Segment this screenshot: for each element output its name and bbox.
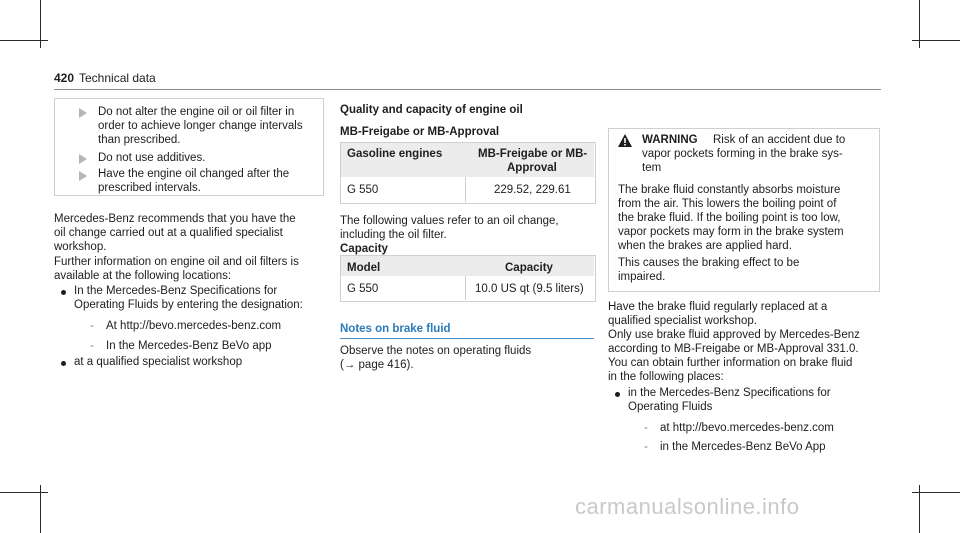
bullet-text: Operating Fluids by entering the designation:: [74, 299, 303, 311]
paragraph-line: oil change carried out at a qualified specialist: [54, 227, 283, 239]
table-header-cell: MB-Freigabe or MB-: [478, 148, 588, 160]
crop-mark: [0, 492, 48, 493]
warning-body-text: when the brakes are applied hard.: [618, 240, 792, 252]
sub-bullet-dash: -: [644, 441, 648, 453]
box-item-text: prescribed intervals.: [98, 182, 201, 194]
action-arrow-icon: [79, 108, 87, 118]
box-item-text: than prescribed.: [98, 134, 181, 146]
warning-head-text: tem: [642, 162, 662, 174]
crop-mark: [0, 40, 48, 41]
table-header-cell: Capacity: [505, 262, 553, 274]
bullet-dot: [615, 392, 620, 397]
sub-heading: Capacity: [340, 243, 388, 255]
warning-body-text: This causes the braking effect to be: [618, 257, 800, 269]
bullet-text: In the Mercedes-Benz Specifications for: [74, 285, 278, 297]
action-arrow-icon: [79, 154, 87, 164]
notes-heading: Notes on brake fluid: [340, 323, 451, 335]
table-header-cell: Model: [347, 262, 381, 274]
warning-head-text: vapor pockets forming in the brake sys-: [642, 148, 843, 160]
paragraph-line: Only use brake fluid approved by Mercedes-Benz: [608, 329, 860, 341]
table-divider: [465, 177, 466, 202]
bullet-dot: [61, 361, 66, 366]
paragraph-line: You can obtain further information on brake fluid: [608, 357, 853, 369]
watermark: carmanualsonline.info: [575, 494, 800, 519]
paragraph-line: according to MB-Freigabe or MB-Approval 331.0.: [608, 343, 859, 355]
sub-heading: MB-Freigabe or MB-Approval: [340, 126, 500, 138]
table-cell-value: 10.0 US qt (9.5 liters): [475, 283, 584, 295]
table-header-cell: Gasoline engines: [347, 148, 443, 160]
box-item-text: Do not alter the engine oil or oil filter in: [98, 106, 295, 118]
page-number: 420: [54, 71, 75, 85]
paragraph-line: Observe the notes on operating fluids: [340, 345, 532, 357]
paragraph-line: available at the following locations:: [54, 270, 232, 282]
bullet-text: in the Mercedes-Benz Specifications for: [628, 387, 831, 399]
sub-bullet-text: at http://bevo.mercedes-benz.com: [660, 422, 834, 434]
paragraph-line: qualified specialist workshop.: [608, 315, 757, 327]
paragraph-line: Have the brake fluid regularly replaced at a: [608, 301, 828, 313]
page-reference-link[interactable]: (→ page 416).: [340, 359, 414, 371]
warning-head-text: Risk of an accident due to: [713, 134, 846, 146]
warning-body-text: The brake fluid constantly absorbs moisture: [618, 184, 841, 196]
paragraph-line: in the following places:: [608, 371, 724, 383]
sub-bullet-text: In the Mercedes-Benz BeVo app: [106, 340, 272, 352]
section-heading: Quality and capacity of engine oil: [340, 104, 523, 116]
sub-bullet-dash: -: [90, 340, 94, 352]
warning-body-text: impaired.: [618, 271, 666, 283]
paragraph-line: including the oil filter.: [340, 229, 447, 241]
warning-body-text: the brake fluid. If the boiling point is too low,: [618, 212, 841, 224]
header-divider: [54, 89, 881, 90]
paragraph-line: workshop.: [54, 241, 107, 253]
paragraph-line: Further information on engine oil and oil filters is: [54, 256, 299, 268]
warning-body-text: from the air. This lowers the boiling point of: [618, 198, 837, 210]
box-item-text: Have the engine oil changed after the: [98, 168, 290, 180]
section-title: Technical data: [79, 71, 156, 85]
crop-mark: [912, 492, 960, 493]
paragraph-line: Mercedes-Benz recommends that you have the: [54, 213, 296, 225]
warning-label: WARNING: [642, 134, 698, 146]
sub-bullet-dash: -: [644, 422, 648, 434]
table-header-cell: Approval: [507, 162, 557, 174]
paragraph-line: The following values refer to an oil change,: [340, 215, 559, 227]
table-cell-value: 229.52, 229.61: [494, 184, 571, 196]
bullet-dot: [61, 290, 66, 295]
action-arrow-icon: [79, 171, 87, 181]
bullet-text: Operating Fluids: [628, 401, 713, 413]
table-cell-model: G 550: [347, 283, 379, 295]
box-item-text: Do not use additives.: [98, 152, 206, 164]
warning-triangle-icon: [618, 134, 632, 147]
sub-bullet-text: At http://bevo.mercedes-benz.com: [106, 320, 282, 332]
sub-bullet-dash: -: [90, 320, 94, 332]
bullet-text: at a qualified specialist workshop: [74, 356, 243, 368]
crop-mark: [912, 40, 960, 41]
sub-bullet-text: in the Mercedes-Benz BeVo App: [660, 441, 826, 453]
notes-heading-rule: [340, 338, 594, 339]
warning-body-text: vapor pockets may form in the brake system: [618, 226, 844, 238]
table-cell-model: G 550: [347, 184, 379, 196]
box-item-text: order to achieve longer change intervals: [98, 120, 303, 132]
table-divider: [465, 276, 466, 300]
